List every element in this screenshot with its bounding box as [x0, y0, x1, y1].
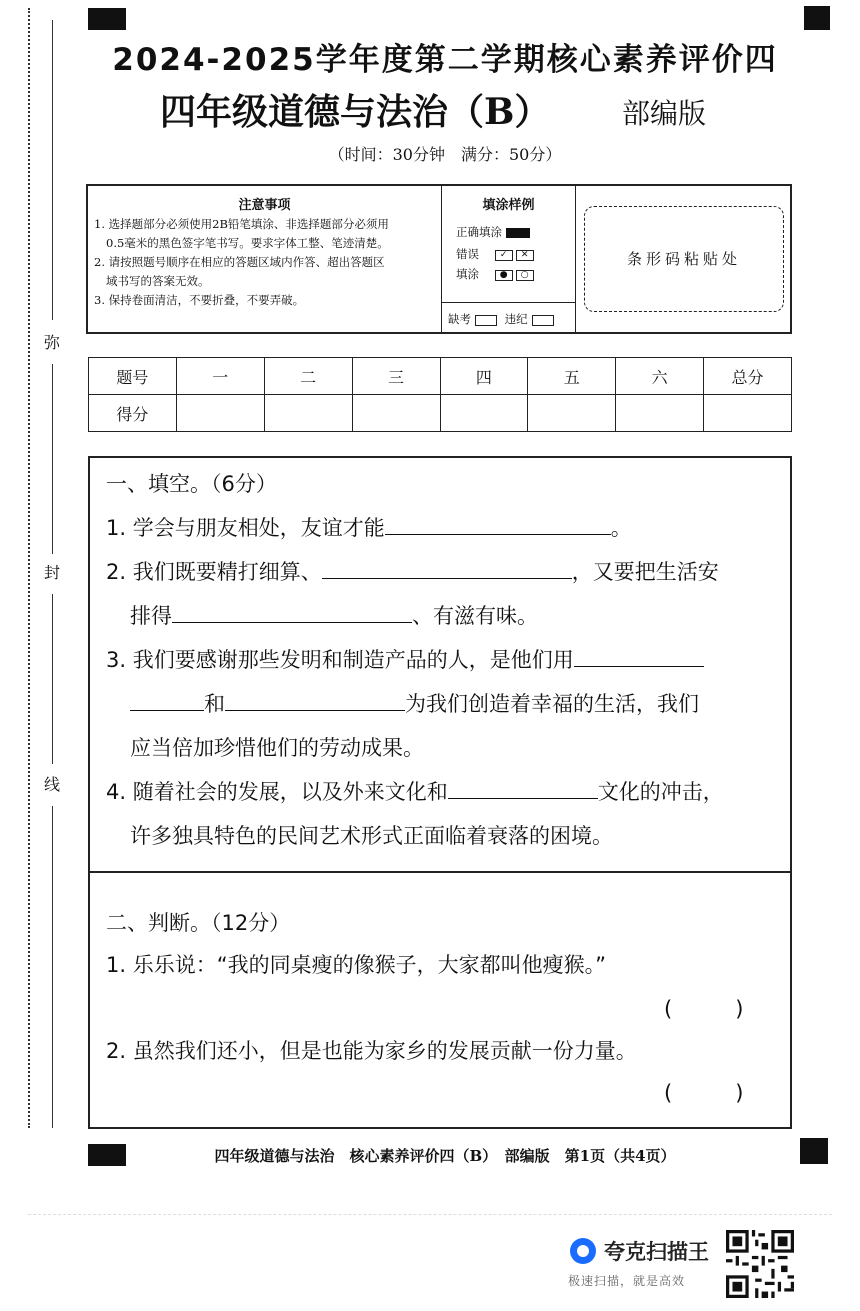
cross-box-icon: ✕: [516, 250, 534, 261]
score-cell: 一: [176, 358, 264, 395]
score-table: [88, 357, 792, 432]
notice-box: [86, 184, 792, 334]
section-title: 二、判断。（12分）: [106, 911, 291, 935]
score-cell: 三: [352, 358, 440, 395]
score-cell: 四: [440, 358, 528, 395]
question-2-cont: [106, 594, 778, 638]
answer-blank[interactable]: [448, 773, 598, 799]
score-cell: 得分: [89, 395, 177, 432]
quark-logo-icon: [570, 1238, 596, 1264]
binding-char: 弥: [40, 330, 64, 353]
answer-parentheses[interactable]: ( ): [664, 1081, 744, 1105]
notice-rule: 域书写的答案无效。: [106, 274, 210, 288]
alignment-mark: [804, 6, 830, 30]
binding-char: 封: [40, 560, 64, 583]
wrong-fill-row: [456, 266, 534, 282]
score-input-cell[interactable]: [528, 395, 616, 432]
question-text: 许多独具特色的民间艺术形式正面临着衰落的困境。: [130, 824, 613, 848]
question-text: 排得: [130, 604, 172, 628]
absent-violation-row: [442, 302, 576, 332]
section-judgment: [88, 871, 792, 1129]
score-input-cell[interactable]: [616, 395, 704, 432]
question-text: 和: [204, 692, 225, 716]
score-input-cell[interactable]: [352, 395, 440, 432]
question-3-cont: [106, 726, 778, 770]
score-input-cell[interactable]: [176, 395, 264, 432]
notice-rule: 2. 请按照题号顺序在相应的答题区域内作答、超出答题区: [94, 255, 385, 269]
exam-subject: 四年级道德与法治（B）: [160, 91, 551, 133]
score-cell: 五: [528, 358, 616, 395]
question-text: 为我们创造着幸福的生活，我们: [405, 692, 699, 716]
score-input-cell[interactable]: [704, 395, 792, 432]
wrong-fill-row: [456, 246, 534, 262]
answer-blank[interactable]: [574, 641, 704, 667]
notice-rule: 1. 选择题部分必须使用2B铅笔填涂、非选择题部分必须用: [94, 217, 389, 231]
question-3-cont: [106, 682, 778, 726]
notice-rules: [88, 186, 442, 332]
alignment-mark: [88, 8, 126, 30]
score-table-score-row: [89, 395, 792, 432]
exam-edition: 部编版: [622, 97, 707, 130]
question-text: 应当倍加珍惜他们的劳动成果。: [130, 736, 424, 760]
section-fill-in: [88, 456, 792, 873]
answer-blank[interactable]: [385, 509, 611, 535]
scanner-name: 夸克扫描王: [604, 1240, 709, 1264]
answer-blank[interactable]: [322, 553, 572, 579]
score-input-cell[interactable]: [264, 395, 352, 432]
notice-rule: 3. 保持卷面清洁，不要折叠，不要弄破。: [94, 293, 305, 307]
judgment-question-1: 1. 乐乐说：“我的同桌瘦的像猴子，大家都叫他瘦猴。”: [106, 953, 606, 977]
wrong-fill-label: 填涂: [456, 267, 479, 281]
correct-fill-row: [456, 224, 530, 240]
score-cell: 题号: [89, 358, 177, 395]
alignment-mark: [800, 1138, 828, 1164]
score-table-header-row: [89, 358, 792, 395]
binding-solid-line: [52, 364, 53, 554]
fill-sample: [442, 186, 576, 332]
binding-char: 线: [40, 772, 64, 795]
barcode-area: 条形码粘贴处: [584, 206, 784, 312]
score-cell: 六: [616, 358, 704, 395]
exam-title: 2024-2025学年度第二学期核心素养评价四: [112, 42, 778, 78]
answer-parentheses[interactable]: ( ): [664, 997, 744, 1021]
check-box-icon: ✓: [495, 250, 513, 261]
violation-checkbox[interactable]: [532, 315, 554, 326]
score-cell: 二: [264, 358, 352, 395]
absent-label: 缺考: [448, 312, 471, 326]
fill-sample-title: 填涂样例: [482, 198, 535, 213]
question-2: [106, 550, 778, 594]
violation-label: 违纪: [504, 312, 528, 326]
wrong-fill-label: 错误: [456, 247, 479, 261]
filled-box-icon: [506, 228, 530, 238]
notice-title: 注意事项: [238, 198, 291, 213]
judgment-question-2: 2. 虽然我们还小，但是也能为家乡的发展贡献一份力量。: [106, 1039, 637, 1063]
dot-box-icon: ●: [495, 270, 513, 281]
question-1: [106, 506, 778, 550]
scanner-slogan: 极速扫描，就是高效: [568, 1274, 686, 1288]
binding-dotted-line: [28, 8, 30, 1128]
question-text: 、有滋有味。: [412, 604, 538, 628]
circle-box-icon: ○: [516, 270, 534, 281]
question-4-cont: [106, 814, 778, 858]
time-info: （时间：30分钟 满分：50分）: [328, 145, 562, 164]
answer-blank[interactable]: [225, 685, 405, 711]
divider: [28, 1214, 832, 1215]
answer-blank[interactable]: [130, 685, 204, 711]
notice-rule: 0.5毫米的黑色签字笔书写。要求字体工整、笔迹清楚。: [106, 236, 389, 250]
question-text: 文化的冲击，: [597, 780, 724, 804]
absent-checkbox[interactable]: [475, 315, 497, 326]
page-footer: 四年级道德与法治 核心素养评价四（B） 部编版 第1页（共4页）: [214, 1147, 676, 1165]
qr-code-icon: [726, 1230, 794, 1298]
question-text: 1. 学会与朋友相处，友谊才能: [106, 516, 385, 540]
section-title: 一、填空。（6分）: [106, 472, 277, 496]
correct-fill-label: 正确填涂: [456, 225, 502, 239]
score-cell: 总分: [704, 358, 792, 395]
question-4: [106, 770, 778, 814]
binding-solid-line: [52, 20, 53, 320]
question-text: 4. 随着社会的发展，以及外来文化和: [106, 780, 448, 804]
question-text: 2. 我们既要精打细算、: [106, 560, 322, 584]
question-text: 3. 我们要感谢那些发明和制造产品的人，是他们用: [106, 648, 574, 672]
question-text: ，又要把生活安: [571, 560, 719, 584]
score-input-cell[interactable]: [440, 395, 528, 432]
question-text: 。: [610, 516, 632, 540]
binding-solid-line: [52, 594, 53, 764]
question-3: [106, 638, 778, 682]
binding-solid-line: [52, 806, 53, 1128]
answer-blank[interactable]: [172, 597, 412, 623]
